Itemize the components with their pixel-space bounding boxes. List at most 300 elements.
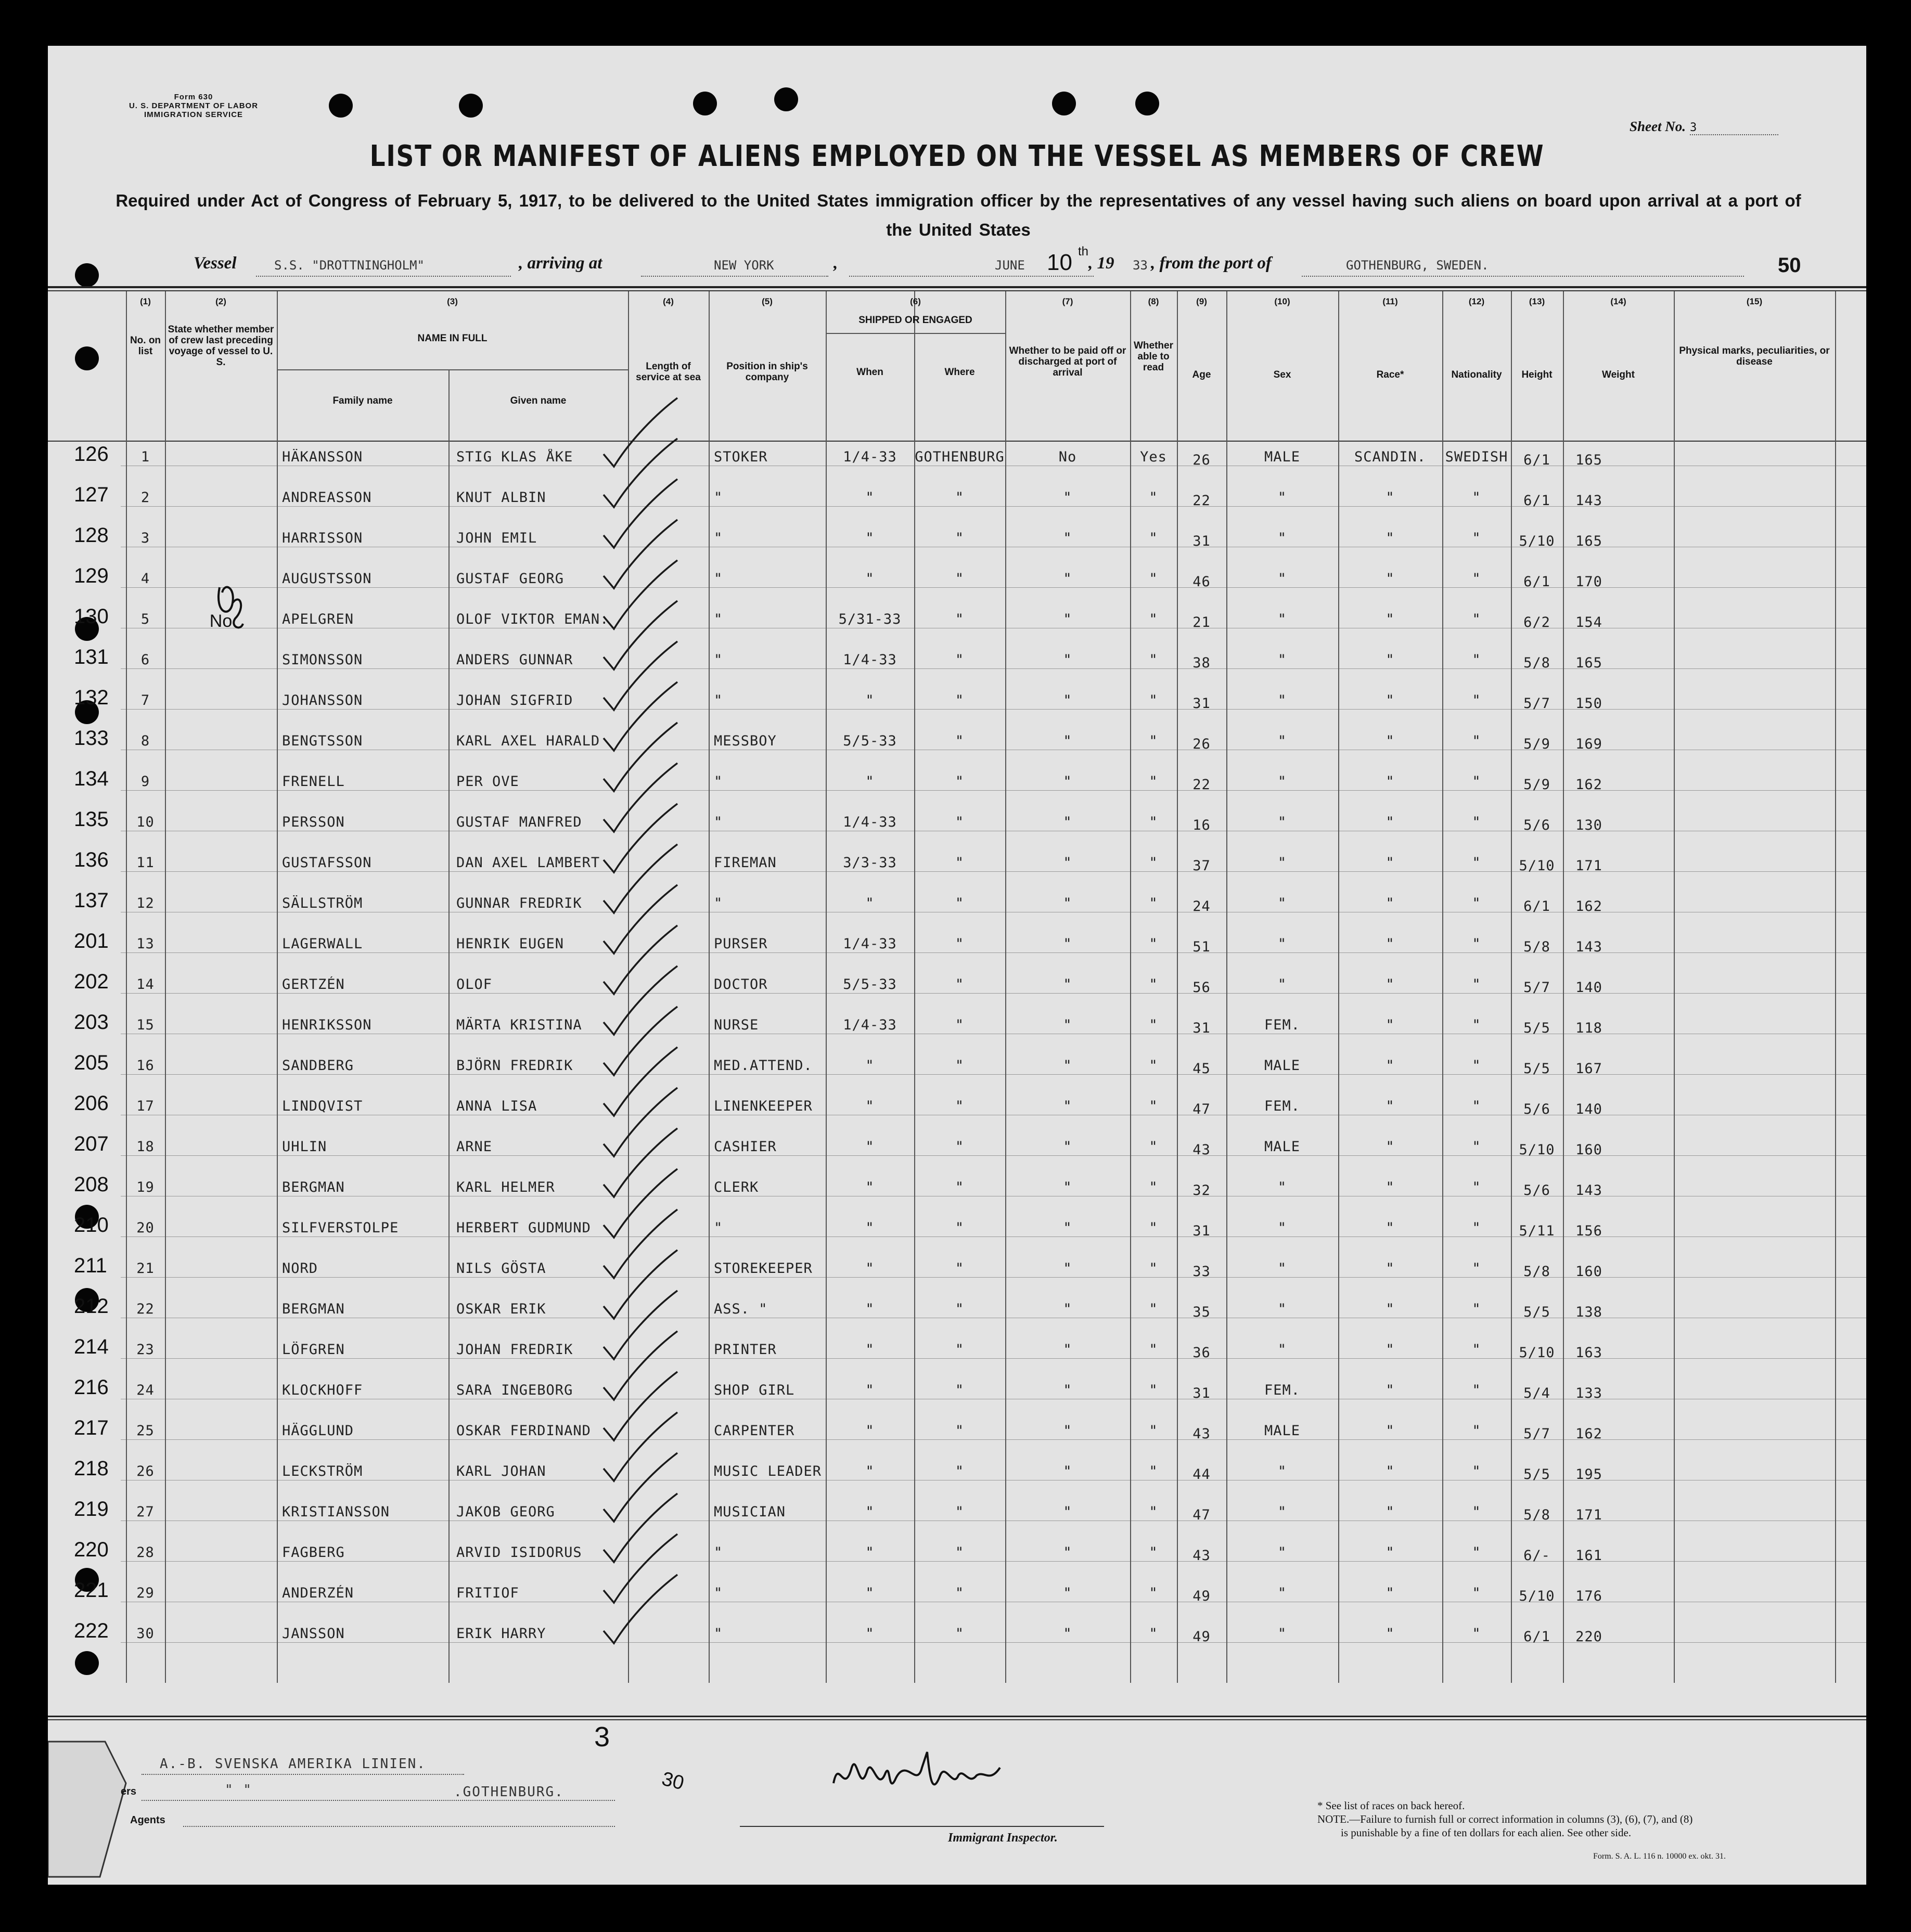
row-sex: " xyxy=(1277,652,1287,668)
row-list-number: 205 xyxy=(74,1051,109,1074)
header-height: Height xyxy=(1521,369,1553,380)
row-height: 5/8 xyxy=(1523,1507,1550,1523)
row-paid-off: " xyxy=(1063,490,1072,506)
row-position: MESSBOY xyxy=(714,733,777,749)
table-row xyxy=(48,648,1866,688)
row-position: DOCTOR xyxy=(714,976,768,993)
owner-ditto: " " xyxy=(225,1782,252,1798)
row-sex: " xyxy=(1277,895,1287,911)
table-row xyxy=(48,972,1866,1013)
table-row xyxy=(48,891,1866,932)
header-given-name: Given name xyxy=(510,395,567,406)
handwritten-thirty: 30 xyxy=(659,1768,686,1795)
row-given-name: OLOF VIKTOR EMAN. xyxy=(456,611,609,627)
row-position: " xyxy=(714,814,723,830)
row-list-number: 218 xyxy=(74,1457,109,1480)
column-number: (12) xyxy=(1468,296,1485,306)
row-given-name: FRITIOF xyxy=(456,1585,519,1601)
row-family-name: FAGBERG xyxy=(282,1544,345,1561)
row-paid-off: " xyxy=(1063,652,1072,668)
row-where: " xyxy=(955,1179,965,1195)
row-family-name: LECKSTRÖM xyxy=(282,1463,363,1479)
row-race: " xyxy=(1386,571,1395,587)
row-where: GOTHENBURG xyxy=(915,449,1005,465)
row-weight: 150 xyxy=(1575,695,1602,712)
row-when: " xyxy=(865,1139,875,1155)
row-when: " xyxy=(865,530,875,546)
row-height: 5/5 xyxy=(1523,1466,1550,1483)
row-nationality: " xyxy=(1472,611,1481,627)
row-paid-off: " xyxy=(1063,1260,1072,1277)
row-race: " xyxy=(1386,895,1395,911)
row-given-name: ERIK HARRY xyxy=(456,1626,546,1642)
penalty-note: NOTE.—Failure to furnish full or correct information in columns (3), (6), (7), and (8) xyxy=(1317,1813,1693,1825)
from-label: , from the port of xyxy=(1151,254,1272,273)
row-when: " xyxy=(865,1463,875,1479)
row-when: " xyxy=(865,1342,875,1358)
row-when: 1/4-33 xyxy=(843,1017,897,1033)
row-paid-off: " xyxy=(1063,774,1072,790)
table-row xyxy=(48,1256,1866,1297)
row-age: 56 xyxy=(1192,980,1211,996)
row-when: " xyxy=(865,1179,875,1195)
punch-hole xyxy=(459,94,483,118)
row-age: 24 xyxy=(1192,898,1211,915)
row-able-to-read: " xyxy=(1149,976,1158,993)
row-paid-off: " xyxy=(1063,692,1072,709)
row-position: " xyxy=(714,1585,723,1601)
row-nationality: " xyxy=(1472,1098,1481,1114)
column-number: (3) xyxy=(447,296,458,306)
row-list-number: 203 xyxy=(74,1011,109,1034)
row-paid-off: " xyxy=(1063,1058,1072,1074)
table-row xyxy=(48,1297,1866,1337)
inspector-label: Immigrant Inspector. xyxy=(948,1831,1058,1845)
row-able-to-read: " xyxy=(1149,1382,1158,1398)
row-position: " xyxy=(714,895,723,911)
row-race: " xyxy=(1386,976,1395,993)
row-given-name: KARL JOHAN xyxy=(456,1463,546,1479)
table-row xyxy=(48,1132,1866,1175)
row-where: " xyxy=(955,1098,965,1114)
row-paid-off: " xyxy=(1063,530,1072,546)
row-family-name: HÄKANSSON xyxy=(282,449,363,465)
row-age: 22 xyxy=(1192,777,1211,793)
departure-port: GOTHENBURG, SWEDEN. xyxy=(1346,258,1489,273)
row-weight: 154 xyxy=(1575,614,1602,630)
row-sex: " xyxy=(1277,530,1287,546)
header-name-in-full: NAME IN FULL xyxy=(417,332,488,344)
row-where: " xyxy=(955,1382,965,1398)
row-paid-off: " xyxy=(1063,855,1072,871)
row-race: " xyxy=(1386,1382,1395,1398)
row-position: NURSE xyxy=(714,1017,759,1033)
row-age: 49 xyxy=(1192,1588,1211,1604)
row-number: 25 xyxy=(136,1423,155,1439)
row-sex: " xyxy=(1277,1260,1287,1277)
row-number: 24 xyxy=(136,1382,155,1398)
row-sex: " xyxy=(1277,571,1287,587)
row-weight: 118 xyxy=(1575,1020,1602,1036)
page-number: 50 xyxy=(1778,254,1801,277)
row-when: " xyxy=(865,1058,875,1074)
row-family-name: FRENELL xyxy=(282,774,345,790)
row-sex: " xyxy=(1277,936,1287,952)
row-given-name: KNUT ALBIN xyxy=(456,490,546,506)
row-family-name: ANDERZÉN xyxy=(282,1585,354,1601)
row-where: " xyxy=(955,652,965,668)
row-race: " xyxy=(1386,692,1395,709)
row-sex: " xyxy=(1277,774,1287,790)
row-paid-off: " xyxy=(1063,1626,1072,1642)
row-number: 20 xyxy=(136,1220,155,1236)
row-height: 6/1 xyxy=(1523,493,1550,509)
row-when: " xyxy=(865,1260,875,1277)
row-when: 5/31-33 xyxy=(838,611,902,627)
table-row xyxy=(48,810,1866,851)
row-family-name: SILFVERSTOLPE xyxy=(282,1220,399,1236)
row-position: STOKER xyxy=(714,449,768,465)
row-sex: " xyxy=(1277,1220,1287,1236)
row-family-name: PERSSON xyxy=(282,814,345,830)
row-able-to-read: " xyxy=(1149,1342,1158,1358)
row-number: 7 xyxy=(140,692,150,709)
row-list-number: 131 xyxy=(74,646,109,668)
owner-city: .GOTHENBURG. xyxy=(454,1784,564,1800)
row-paid-off: " xyxy=(1063,1423,1072,1439)
row-given-name: STIG KLAS ÅKE xyxy=(456,449,573,465)
row-where: " xyxy=(955,1017,965,1033)
row-weight: 143 xyxy=(1575,493,1602,509)
punch-hole xyxy=(1052,92,1076,115)
row-number: 11 xyxy=(136,855,155,871)
table-row xyxy=(48,1053,1866,1094)
row-when: 1/4-33 xyxy=(843,814,897,830)
row-number: 5 xyxy=(140,611,150,627)
header-sex: Sex xyxy=(1273,369,1291,380)
row-list-number: 136 xyxy=(74,848,109,871)
header-age: Age xyxy=(1192,369,1211,380)
row-able-to-read: " xyxy=(1149,1220,1158,1236)
row-where: " xyxy=(955,976,965,993)
column-number: (11) xyxy=(1382,296,1398,306)
row-sex: MALE xyxy=(1264,1058,1301,1074)
row-given-name: GUNNAR FREDRIK xyxy=(456,895,582,911)
row-state: No xyxy=(209,611,233,631)
row-paid-off: " xyxy=(1063,976,1072,993)
header-no-on-list: No. on list xyxy=(130,335,161,357)
row-family-name: KRISTIANSSON xyxy=(282,1504,390,1520)
row-where: " xyxy=(955,1463,965,1479)
row-height: 5/10 xyxy=(1519,533,1555,549)
row-number: 6 xyxy=(140,652,150,668)
column-number: (7) xyxy=(1062,296,1073,306)
row-number: 21 xyxy=(136,1260,155,1277)
row-list-number: 222 xyxy=(74,1619,109,1642)
row-paid-off: " xyxy=(1063,571,1072,587)
row-given-name: SARA INGEBORG xyxy=(456,1382,573,1398)
row-weight: 170 xyxy=(1575,574,1602,590)
row-position: CLERK xyxy=(714,1179,759,1195)
row-able-to-read: " xyxy=(1149,1260,1158,1277)
row-list-number: 201 xyxy=(74,930,109,952)
row-height: 6/1 xyxy=(1523,898,1550,915)
arriving-comma: , xyxy=(833,254,838,273)
row-nationality: " xyxy=(1472,1423,1481,1439)
row-where: " xyxy=(955,1585,965,1601)
races-note: * See list of races on back hereof. xyxy=(1317,1799,1465,1812)
table-row xyxy=(48,729,1866,769)
row-where: " xyxy=(955,1423,965,1439)
row-list-number: 206 xyxy=(74,1092,109,1115)
sheet-number-label: Sheet No. xyxy=(1630,119,1686,134)
row-where: " xyxy=(955,1058,965,1074)
row-weight: 130 xyxy=(1575,817,1602,833)
agents-label: Agents xyxy=(130,1814,165,1826)
row-list-number: 217 xyxy=(74,1416,109,1439)
row-height: 5/7 xyxy=(1523,1426,1550,1442)
row-when: 3/3-33 xyxy=(843,855,897,871)
row-weight: 140 xyxy=(1575,1101,1602,1117)
header-when: When xyxy=(856,366,883,378)
row-given-name: GUSTAF MANFRED xyxy=(456,814,582,830)
row-age: 46 xyxy=(1192,574,1211,590)
row-age: 32 xyxy=(1192,1182,1211,1199)
row-where: " xyxy=(955,611,965,627)
row-nationality: " xyxy=(1472,1544,1481,1561)
row-height: 5/5 xyxy=(1523,1020,1550,1036)
row-where: " xyxy=(955,490,965,506)
row-sex: " xyxy=(1277,1301,1287,1317)
row-age: 22 xyxy=(1192,493,1211,509)
table-row xyxy=(48,1621,1866,1662)
row-nationality: " xyxy=(1472,1220,1481,1236)
row-list-number: 128 xyxy=(74,524,109,547)
row-height: 6/1 xyxy=(1523,452,1550,468)
row-race: " xyxy=(1386,1017,1395,1033)
table-row xyxy=(48,566,1866,607)
row-able-to-read: " xyxy=(1149,1017,1158,1033)
row-race: " xyxy=(1386,1504,1395,1520)
row-nationality: " xyxy=(1472,1139,1481,1155)
table-row xyxy=(48,526,1866,566)
row-height: 6/2 xyxy=(1523,614,1550,630)
header-able-to-read: Whether able to read xyxy=(1134,340,1173,373)
corner-fold xyxy=(48,1721,142,1885)
column-number: (6) xyxy=(910,296,921,306)
table-row xyxy=(48,607,1866,648)
department-name: U. S. DEPARTMENT OF LABOR xyxy=(129,101,259,110)
row-able-to-read: " xyxy=(1149,1463,1158,1479)
row-given-name: JOHN EMIL xyxy=(456,530,537,546)
row-sex: MALE xyxy=(1264,449,1301,465)
punch-hole xyxy=(693,92,717,115)
row-nationality: " xyxy=(1472,1017,1481,1033)
row-family-name: LÖFGREN xyxy=(282,1342,345,1358)
table-row xyxy=(48,1581,1866,1621)
row-race: " xyxy=(1386,1179,1395,1195)
row-list-number: 214 xyxy=(74,1335,109,1358)
row-position: CARPENTER xyxy=(714,1423,795,1439)
row-able-to-read: " xyxy=(1149,692,1158,709)
row-list-number: 219 xyxy=(74,1498,109,1521)
row-nationality: " xyxy=(1472,490,1481,506)
row-nationality: " xyxy=(1472,1342,1481,1358)
form-number: Form 630 xyxy=(174,93,213,101)
vessel-label: Vessel xyxy=(194,254,237,273)
row-nationality: " xyxy=(1472,1463,1481,1479)
row-height: 5/5 xyxy=(1523,1061,1550,1077)
row-sex: " xyxy=(1277,1626,1287,1642)
row-position: " xyxy=(714,1220,723,1236)
row-nationality: " xyxy=(1472,1626,1481,1642)
row-given-name: HENRIK EUGEN xyxy=(456,936,565,952)
column-number: (1) xyxy=(140,296,151,306)
row-sex: FEM. xyxy=(1264,1098,1301,1114)
row-paid-off: No xyxy=(1058,449,1077,465)
row-race: " xyxy=(1386,1301,1395,1317)
row-nationality: " xyxy=(1472,976,1481,993)
row-race: " xyxy=(1386,1139,1395,1155)
row-where: " xyxy=(955,1544,965,1561)
table-row xyxy=(48,848,1866,891)
row-sex: " xyxy=(1277,1463,1287,1479)
row-able-to-read: " xyxy=(1149,733,1158,749)
row-sex: " xyxy=(1277,490,1287,506)
row-age: 44 xyxy=(1192,1466,1211,1483)
row-number: 18 xyxy=(136,1139,155,1155)
row-age: 35 xyxy=(1192,1304,1211,1320)
row-sex: " xyxy=(1277,1342,1287,1358)
row-age: 31 xyxy=(1192,1385,1211,1401)
punch-hole xyxy=(329,94,353,118)
row-height: 5/11 xyxy=(1519,1223,1555,1239)
row-height: 5/7 xyxy=(1523,980,1550,996)
row-height: 5/10 xyxy=(1519,1142,1555,1158)
row-when: " xyxy=(865,1585,875,1601)
row-height: 5/10 xyxy=(1519,1588,1555,1604)
row-position: SHOP GIRL xyxy=(714,1382,795,1398)
row-weight: 160 xyxy=(1575,1264,1602,1280)
header-position: Position in ship's company xyxy=(726,361,808,383)
row-height: 5/8 xyxy=(1523,655,1550,671)
row-position: " xyxy=(714,692,723,709)
row-age: 21 xyxy=(1192,614,1211,630)
row-paid-off: " xyxy=(1063,1342,1072,1358)
column-number: (2) xyxy=(215,296,226,306)
form-reference: Form. S. A. L. 116 n. 10000 ex. okt. 31. xyxy=(1593,1852,1726,1861)
penalty-note-cont: is punishable by a fine of ten dollars for each alien. See other side. xyxy=(1341,1826,1632,1839)
column-number: (4) xyxy=(663,296,674,306)
row-paid-off: " xyxy=(1063,733,1072,749)
row-family-name: HÄGGLUND xyxy=(282,1423,354,1439)
row-nationality: " xyxy=(1472,1504,1481,1520)
row-position: LINENKEEPER xyxy=(714,1098,813,1114)
row-given-name: MÄRTA KRISTINA xyxy=(456,1017,582,1033)
row-sex: " xyxy=(1277,733,1287,749)
row-list-number: 212 xyxy=(74,1295,109,1318)
row-height: 5/6 xyxy=(1523,1182,1550,1199)
row-position: FIREMAN xyxy=(714,855,777,871)
row-paid-off: " xyxy=(1063,1017,1072,1033)
row-paid-off: " xyxy=(1063,1382,1072,1398)
row-race: " xyxy=(1386,936,1395,952)
row-position: MUSICIAN xyxy=(714,1504,786,1520)
row-race: " xyxy=(1386,490,1395,506)
row-weight: 161 xyxy=(1575,1548,1602,1564)
service-name: IMMIGRATION SERVICE xyxy=(144,110,243,119)
row-able-to-read: " xyxy=(1149,1504,1158,1520)
row-able-to-read: Yes xyxy=(1140,449,1167,465)
row-list-number: 133 xyxy=(74,727,109,750)
row-sex: " xyxy=(1277,1504,1287,1520)
row-age: 16 xyxy=(1192,817,1211,833)
column-number: (13) xyxy=(1529,296,1545,306)
row-race: " xyxy=(1386,774,1395,790)
row-race: " xyxy=(1386,1626,1395,1642)
row-paid-off: " xyxy=(1063,611,1072,627)
row-position: ASS. " xyxy=(714,1301,768,1317)
row-given-name: HERBERT GUDMUND xyxy=(456,1220,591,1236)
crew-table xyxy=(48,286,1866,1711)
table-row xyxy=(48,1540,1866,1581)
row-position: " xyxy=(714,774,723,790)
row-where: " xyxy=(955,530,965,546)
row-paid-off: " xyxy=(1063,1139,1072,1155)
footer xyxy=(48,1716,1866,1882)
row-height: 6/1 xyxy=(1523,1629,1550,1645)
row-weight: 169 xyxy=(1575,736,1602,752)
row-weight: 167 xyxy=(1575,1061,1602,1077)
row-given-name: ANNA LISA xyxy=(456,1098,537,1114)
row-nationality: " xyxy=(1472,855,1481,871)
row-able-to-read: " xyxy=(1149,1423,1158,1439)
row-given-name: PER OVE xyxy=(456,774,519,790)
vessel-name: S.S. "DROTTNINGHOLM" xyxy=(274,258,425,273)
row-able-to-read: " xyxy=(1149,571,1158,587)
header-length-of-service: Length of service at sea xyxy=(636,361,701,383)
row-when: " xyxy=(865,1220,875,1236)
row-number: 26 xyxy=(136,1463,155,1479)
row-where: " xyxy=(955,855,965,871)
table-row xyxy=(48,1459,1866,1500)
row-race: " xyxy=(1386,1463,1395,1479)
row-height: 5/8 xyxy=(1523,939,1550,955)
row-age: 31 xyxy=(1192,533,1211,549)
row-number: 28 xyxy=(136,1544,155,1561)
punch-hole xyxy=(774,87,798,111)
row-list-number: 130 xyxy=(74,605,109,628)
row-sex: " xyxy=(1277,1585,1287,1601)
row-able-to-read: " xyxy=(1149,895,1158,911)
row-given-name: JOHAN FREDRIK xyxy=(456,1342,573,1358)
row-given-name: NILS GÖSTA xyxy=(456,1260,546,1277)
row-number: 1 xyxy=(140,449,150,465)
table-row xyxy=(48,688,1866,729)
row-able-to-read: " xyxy=(1149,530,1158,546)
row-weight: 165 xyxy=(1575,452,1602,468)
row-given-name: BJÖRN FREDRIK xyxy=(456,1058,573,1074)
row-position: PRINTER xyxy=(714,1342,777,1358)
row-able-to-read: " xyxy=(1149,1301,1158,1317)
row-number: 27 xyxy=(136,1504,155,1520)
row-height: 5/10 xyxy=(1519,858,1555,874)
row-number: 4 xyxy=(140,571,150,587)
row-family-name: GERTZÉN xyxy=(282,976,345,993)
row-race: " xyxy=(1386,814,1395,830)
row-paid-off: " xyxy=(1063,1098,1072,1114)
column-number: (9) xyxy=(1196,296,1207,306)
